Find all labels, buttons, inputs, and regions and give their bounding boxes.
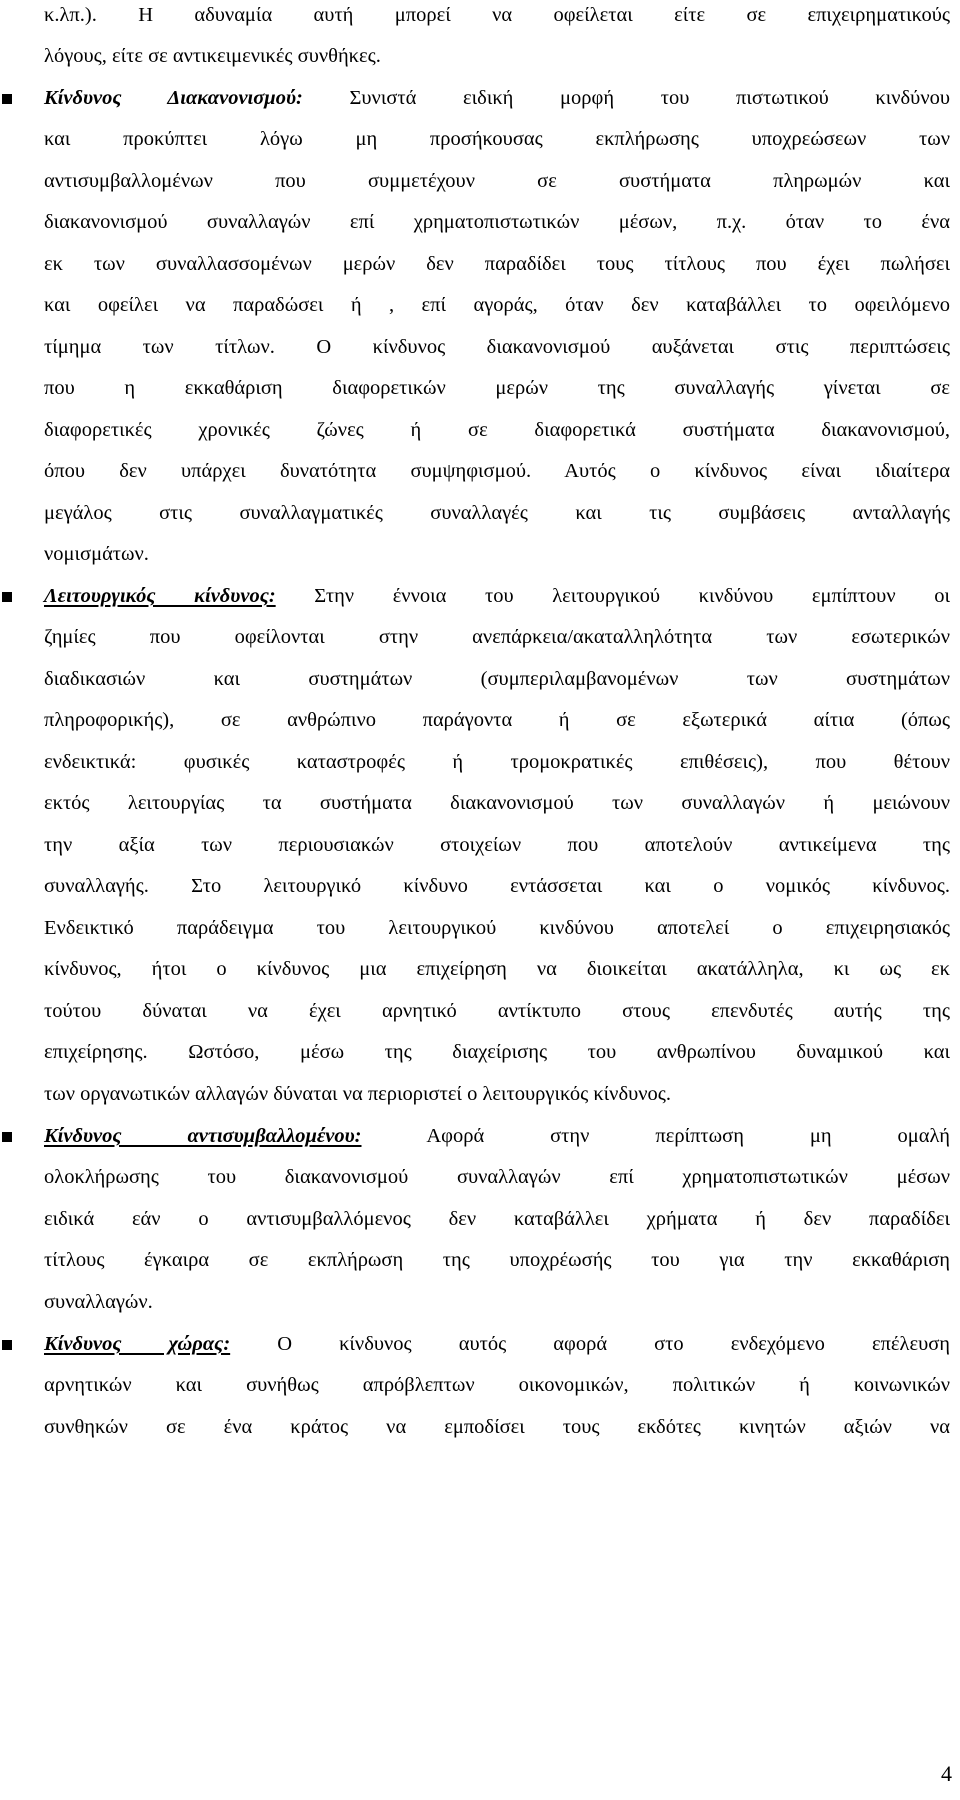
paragraph-line: συναλλαγής. Στο λειτουργικό κίνδυνο εντάσσεται και ο νομικός κίνδυνος. <box>44 875 950 897</box>
paragraph-line: των οργανωτικών αλλαγών δύναται να περιοριστεί ο λειτουργικός κίνδυνος. <box>44 1083 672 1105</box>
bullet-square-icon <box>2 1132 12 1142</box>
paragraph-line: ολοκλήρωσης του διακανονισμού συναλλαγών επί χρηματοπιστωτικών μέσων <box>44 1166 950 1188</box>
paragraph-line: Ενδεικτικό παράδειγμα του λειτουργικού κινδύνου αποτελεί ο επιχειρησιακός <box>44 917 950 939</box>
paragraph-line: νομισμάτων. <box>44 543 149 565</box>
paragraph-line: διακανονισμού συναλλαγών επί χρηματοπιστωτικών μέσων, π.χ. όταν το ένα <box>44 211 950 233</box>
section-text: Ο κίνδυνος αυτός αφορά στο ενδεχόμενο επέλευση <box>230 1333 950 1355</box>
paragraph-line: τίμημα των τίτλων. Ο κίνδυνος διακανονισμού αυξάνεται στις περιπτώσεις <box>44 336 950 358</box>
paragraph-line: και προκύπτει λόγω μη προσήκουσας εκπλήρωσης υποχρεώσεων των <box>44 128 950 150</box>
paragraph-line: και οφείλει να παραδώσει ή , επί αγοράς, όταν δεν καταβάλλει το οφειλόμενο <box>44 294 950 316</box>
bullet-square-icon <box>2 592 12 602</box>
paragraph-line: τίτλους έγκαιρα σε εκπλήρωση της υποχρέωσής του για την εκκαθάριση <box>44 1249 950 1271</box>
section-first-line <box>44 581 950 611</box>
section-term: Κίνδυνος Διακανονισμού: <box>44 87 303 109</box>
paragraph-line: την αξία των περιουσιακών στοιχείων που αποτελούν αντικείμενα της <box>44 834 950 856</box>
section-first-line <box>44 83 950 113</box>
bullet-square-icon <box>2 94 12 104</box>
paragraph-line: που η εκκαθάριση διαφορετικών μερών της συναλλαγής γίνεται σε <box>44 377 950 399</box>
paragraph-line: τούτου δύναται να έχει αρνητικό αντίκτυπο στους επενδυτές αυτής της <box>44 1000 950 1022</box>
section-text: Αφορά στην περίπτωση μη ομαλή <box>361 1125 950 1147</box>
paragraph-line: συναλλαγών. <box>44 1291 153 1313</box>
section-term: Κίνδυνος χώρας: <box>44 1333 231 1355</box>
bullet-square-icon <box>2 1340 12 1350</box>
paragraph-line: ζημίες που οφείλονται στην ανεπάρκεια/ακαταλληλότητα των εσωτερικών <box>44 626 950 648</box>
paragraph-line: εκτός λειτουργίας τα συστήματα διακανονισμού των συναλλαγών ή μειώνουν <box>44 792 950 814</box>
paragraph-line: αρνητικών και συνήθως απρόβλεπτων οικονομικών, πολιτικών ή κοινωνικών <box>44 1374 950 1396</box>
paragraph-line: όπου δεν υπάρχει δυνατότητα συμψηφισμού. Αυτός ο κίνδυνος είναι ιδιαίτερα <box>44 460 950 482</box>
paragraph-line: πληροφορικής), σε ανθρώπινο παράγοντα ή σε εξωτερικά αίτια (όπως <box>44 709 950 731</box>
paragraph-line: ειδικά εάν ο αντισυμβαλλόμενος δεν καταβάλλει χρήματα ή δεν παραδίδει <box>44 1208 950 1230</box>
page-number: 4 <box>941 1761 952 1786</box>
paragraph-line: εκ των συναλλασσομένων μερών δεν παραδίδει τους τίτλους που έχει πωλήσει <box>44 253 950 275</box>
paragraph-line: μεγάλος στις συναλλαγματικές συναλλαγές και τις συμβάσεις ανταλλαγής <box>44 502 950 524</box>
section-first-line <box>44 1329 950 1359</box>
paragraph-line: διαφορετικές χρονικές ζώνες ή σε διαφορετικά συστήματα διακανονισμού, <box>44 419 950 441</box>
section-term: Λειτουργικός κίνδυνος: <box>44 585 276 607</box>
paragraph-line: ενδεικτικά: φυσικές καταστροφές ή τρομοκρατικές επιθέσεις), που θέτουν <box>44 751 950 773</box>
section-term: Κίνδυνος αντισυμβαλλομένου: <box>44 1125 362 1147</box>
section-first-line <box>44 1121 950 1151</box>
paragraph-line: επιχείρησης. Ωστόσο, μέσω της διαχείρισης του ανθρωπίνου δυναμικού και <box>44 1041 950 1063</box>
section-text: Στην έννοια του λειτουργικού κινδύνου εμπίπτουν οι <box>275 585 950 607</box>
section-text: Συνιστά ειδική μορφή του πιστωτικού κινδύνου <box>302 87 950 109</box>
paragraph-line: κίνδυνος, ήτοι ο κίνδυνος μια επιχείρηση να διοικείται ακατάλληλα, κι ως εκ <box>44 958 950 980</box>
paragraph-line: λόγους, είτε σε αντικειμενικές συνθήκες. <box>44 45 381 67</box>
paragraph-line: αντισυμβαλλομένων που συμμετέχουν σε συστήματα πληρωμών και <box>44 170 950 192</box>
paragraph-line: διαδικασιών και συστημάτων (συμπεριλαμβανομένων των συστημάτων <box>44 668 950 690</box>
paragraph-line: συνθηκών σε ένα κράτος να εμποδίσει τους εκδότες κινητών αξιών να <box>44 1416 950 1438</box>
paragraph-line: κ.λπ.). Η αδυναμία αυτή μπορεί να οφείλεται είτε σε επιχειρηματικούς <box>44 4 950 26</box>
